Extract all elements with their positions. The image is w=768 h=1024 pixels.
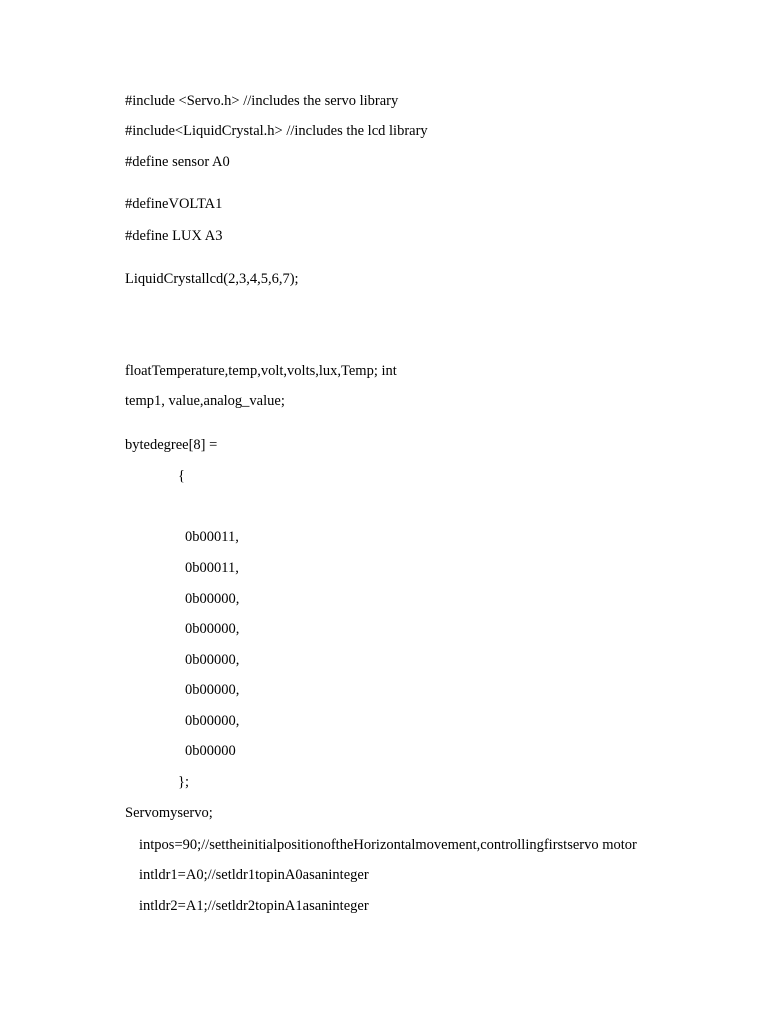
- code-line-int-ldr2: intldr2=A1;//setldr2topinA1asaninteger: [139, 898, 369, 914]
- code-line-open-brace: {: [178, 468, 185, 484]
- code-line-byte-row: 0b00000,: [185, 682, 240, 698]
- code-line-int-pos: intpos=90;//settheinitialpositionoftheHorizontalmovement,controllingfirstservo motor: [139, 837, 637, 853]
- code-line-byte-row: 0b00000,: [185, 621, 240, 637]
- code-line-define-lux: #define LUX A3: [125, 228, 223, 244]
- code-line-define-volt: #defineVOLTA1: [125, 196, 223, 212]
- code-line-byte-row: 0b00000,: [185, 652, 240, 668]
- code-line-include-lcd: #include<LiquidCrystal.h> //includes the lcd library: [125, 123, 428, 139]
- code-line-include-servo: #include <Servo.h> //includes the servo library: [125, 93, 399, 109]
- code-line-byte-row: 0b00011,: [185, 560, 239, 576]
- code-line-float-decl: floatTemperature,temp,volt,volts,lux,Temp; int: [125, 363, 397, 379]
- code-line-servo-decl: Servomyservo;: [125, 805, 213, 821]
- code-line-byte-degree: bytedegree[8] =: [125, 437, 218, 453]
- code-line-close-brace: };: [178, 774, 189, 790]
- code-line-int-decl: temp1, value,analog_value;: [125, 393, 285, 409]
- code-line-byte-row: 0b00000,: [185, 591, 240, 607]
- code-line-lcd-init: LiquidCrystallcd(2,3,4,5,6,7);: [125, 271, 299, 287]
- code-line-int-ldr1: intldr1=A0;//setldr1topinA0asaninteger: [139, 867, 369, 883]
- code-line-define-sensor: #define sensor A0: [125, 154, 230, 170]
- code-line-byte-row: 0b00000,: [185, 713, 240, 729]
- code-line-byte-row: 0b00011,: [185, 529, 239, 545]
- code-line-byte-row: 0b00000: [185, 743, 236, 759]
